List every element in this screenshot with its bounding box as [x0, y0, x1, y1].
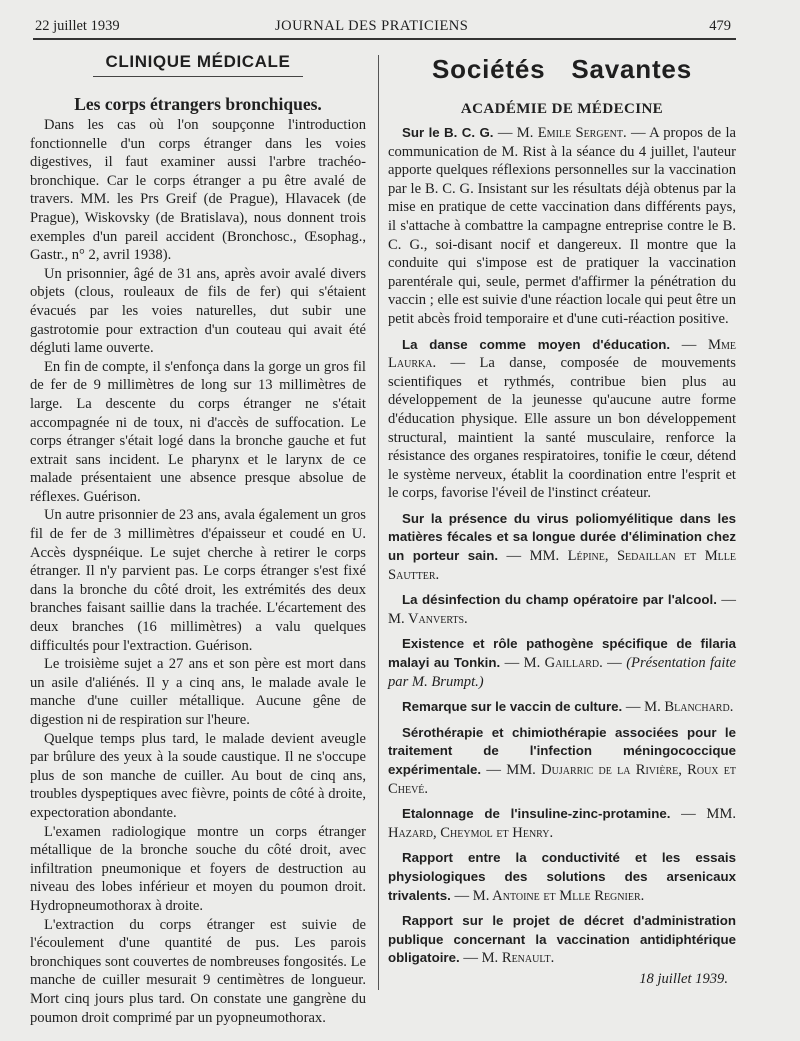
entry-body: (Présentation faite par M. Brumpt.) [388, 655, 736, 690]
section-heading-rule [93, 76, 303, 77]
communication-entry: Rapport sur le projet de décret d'administration publique concernant la vaccination antidiphtérique obligatoire. — M. Renault. [388, 913, 736, 967]
column-divider [378, 55, 379, 990]
entry-title: La danse comme moyen d'éducation. [402, 336, 671, 352]
societies-heading [388, 54, 736, 85]
heading-word-1: Sociétés [432, 54, 546, 84]
entry-author: Mme Laurka. [388, 336, 737, 372]
entry-title: Sur le B. C. G. [402, 125, 494, 140]
article-paragraph: Un autre prisonnier de 23 ans, avala également un gros fil de fer de 3 millimètres d'épaisseur et coudé en U. Accès dyspnéique. Le sujet cherche à retirer le corps étranger. Il n'y parvient pas. Le corps étranger s'est fixé dans la bronche du côté droit, les extrémités des deux branches faisant saillie dans la trachée. L'écartement des deux branches (16 millimètres) a valu quelques difficultés pour l'extraction. Guérison. [30, 507, 366, 654]
communication-entry: Etalonnage de l'insuline-zinc-protamine. — MM. Hazard, Cheymol et Henry. [388, 806, 737, 841]
entry-author: MM. Hazard, Cheymol et Henry. [388, 806, 737, 841]
communication-entry: La danse comme moyen d'éducation. — Mme Laurka. — La danse, composée de mouvements scientifiques et rythmés, contribue bien plus au développement de la jeunesse qu'aucune autre forme d'éducation physique. Elle assure un bon développement structural, maintient la santé musculaire, renforce la résistance des organes respiratoires, tonifie le cœur, détend le système nerveux, établit la coordination entre l'esprit et le corps, favorise l'éveil de l'instinct créateur. [388, 336, 737, 502]
entry-author: M. Blanchard. [644, 699, 734, 716]
entry-author: M. Gaillard. [523, 655, 603, 672]
entry-body: La danse, composée de mouvements scientifiques et rythmés, contribue bien plus au développement de la jeunesse qu'aucune autre forme d'éducation physique. Elle assure un bon développement structural, maintient la santé musculaire, renforce la résistance des organes respiratoires, tonifie le cœur, détend le système nerveux, établit la coordination entre l'esprit et le corps, favorise l'éveil de l'instinct créateur. [388, 355, 736, 502]
article-title: Les corps étrangers bronchiques. [74, 94, 322, 114]
page-number: 479 [709, 18, 731, 34]
communication-entry: Sérothérapie et chimiothérapie associées pour le traitement de l'infection méningococcique expérimentale. — MM. Dujarric de la Rivière, Roux et Chevé. [388, 724, 736, 797]
entry-title: Existence et rôle pathogène spécifique de filaria malayi au Tonkin. [388, 636, 736, 671]
entry-title: Rapport entre la conductivité et les essais physiologiques des solutions des arsenicaux trivalents. [388, 850, 736, 903]
communication-entry: La désinfection du champ opératoire par l'alcool. — M. Vanverts. [388, 592, 736, 627]
entry-title: Remarque sur le vaccin de culture. [402, 699, 623, 715]
report-date-signature: 18 juillet 1939. [639, 970, 728, 987]
left-column [30, 52, 366, 1027]
article-paragraph: Dans les cas où l'on soupçonne l'introduction fonctionnelle d'un corps étranger dans les voies digestives, il faut examiner aussi l'arbre trachéo-bronchique. Car le corps étranger a pu être avalé de travers. MM. les Prs Greif (de Prague), Hlavacek (de Prague), Wiskovsky (de Bratislava), nous donnent trois exemples d'un pareil accident (Bronchosc., Œsophag., Gastr., n° 2, avril 1938). [30, 117, 366, 264]
communication-entry: Rapport entre la conductivité et les essais physiologiques des solutions des arsenicaux trivalents. — M. Antoine et Mlle Regnier. [388, 850, 736, 904]
article-paragraph: L'extraction du corps étranger est suivie de l'écoulement d'une quantité de pus. Les parois bronchiques sont couvertes de nombreuses fongosités. Le manche de cuiller mesurait 9 centimètres de longueur. Mort cinq jours plus tard. On constate une gangrène du poumon droit comprimé par un pyopneumothorax. [30, 916, 366, 1026]
article-paragraph: Le troisième sujet a 27 ans et son père est mort dans un asile d'aliénés. Il y a cinq ans, le malade avale le manche d'une cuiller métallique. Aucune gêne de digestion ni de respiration sur l'heure. [30, 656, 366, 728]
communication-entry: Existence et rôle pathogène spécifique de filaria malayi au Tonkin. — M. Gaillard. — (Présentation faite par M. Brumpt.) [388, 636, 736, 690]
article-paragraph: Quelque temps plus tard, le malade devient aveugle par brûlure des yeux à la soude caustique. Il ne s'occupe plus de son manche de cuiller. Au bout de cinq ans, troubles dyspeptiques avec fièvre, points de côté à droite, expectoration abondante. [30, 730, 366, 821]
journal-title: JOURNAL DES PRATICIENS [275, 18, 469, 34]
entry-author: M. Renault. [481, 950, 555, 967]
entry-title: Etalonnage de l'insuline-zinc-protamine. [402, 806, 671, 822]
entry-title: Sérothérapie et chimiothérapie associées pour le traitement de l'infection méningococcique expérimentale. [388, 724, 736, 777]
communication-entry: Sur la présence du virus poliomyélitique dans les matières fécales et sa longue durée d'élimination chez un porteur sain. — MM. Lépine, Sedaillan et Mlle Sautter. [388, 510, 737, 583]
entry-body: A propos de la communication de M. Rist à la séance du 4 juillet, l'auteur apporte quelques réflexions personnelles sur la vaccination par le B. C. G. Insistant sur les résultats déjà obtenus par la mise en pratique de cette vaccination dans différents pays, il s'attache à combattre la campagne entreprise contre le B. C. G., soi-disant nocif et dangereux. Il montre que la conduite qui s'impose est de pratiquer la vaccination parentérale qui, seule, permet d'affirmer la pénétration du vaccin ; elle est suivie d'une réaction locale qui peut être un petit abcès froid temporaire et d'une cuti-réaction positive. [388, 125, 736, 327]
entry-title: Sur la présence du virus poliomyélitique dans les matières fécales et sa longue durée d'élimination chez un porteur sain. [388, 510, 736, 564]
entry-author: M. Vanverts. [388, 610, 468, 627]
entry-title: Rapport sur le projet de décret d'administration publique concernant la vaccination antidiphtérique obligatoire. [388, 913, 736, 966]
section-heading: CLINIQUE MÉDICALE [105, 52, 291, 71]
issue-date: 22 juillet 1939 [35, 18, 120, 34]
right-column [388, 52, 736, 988]
entry-author: M. Antoine et Mlle Regnier. [472, 887, 645, 904]
entry-author: M. Emile Sergent. [516, 125, 627, 141]
article-paragraph: Un prisonnier, âgé de 31 ans, après avoir avalé divers objets (clous, rouleaux de fils de fer) qui s'étaient évacués par les voies naturelles, dut subir une gastrotomie pour extraction d'un couteau qui avait été dégluti lame ouverte. [30, 265, 366, 357]
entry-author: MM. Dujarric de la Rivière, Roux et Chevé. [388, 762, 736, 797]
entry-author: MM. Lépine, Sedaillan et Mlle Sautter. [388, 548, 737, 583]
running-header [35, 14, 731, 38]
header-rule [33, 38, 736, 40]
article-paragraph: En fin de compte, il s'enfonça dans la gorge un gros fil de fer de 9 millimètres de long sur 13 millimètres de large. La descente du corps étranger ne s'était accompagnée ni de toux, ni d'accès de suffocation. Le corps étranger s'était logé dans la bronche gauche et fut extrait sans incident. Le pharynx et le larynx de ce malade présentaient une absence presque absolue de réflexes. Guérison. [30, 358, 366, 505]
communication-entry: Remarque sur le vaccin de culture. — M. Blanchard. [402, 699, 734, 716]
article-paragraph: L'examen radiologique montre un corps étranger métallique de la bronche souche du côté droit, avec infiltration pneumonique et foyers de destruction au niveau des lobes inférieur et moyen du poumon droit. Hydropneumothorax à droite. [30, 823, 366, 914]
academy-subheading: ACADÉMIE DE MÉDECINE [460, 101, 664, 117]
entry-title: La désinfection du champ opératoire par l'alcool. [402, 592, 717, 608]
heading-word-2: Savantes [571, 54, 692, 84]
communication-entry: Sur le B. C. G. — M. Emile Sergent. — A propos de la communication de M. Rist à la séance du 4 juillet, l'auteur apporte quelques réflexions personnelles sur la vaccination par le B. C. G. Insistant sur les résultats déjà obtenus par la mise en pratique de cette vaccination dans différents pays, il s'attache à combattre la campagne entreprise contre le B. C. G., soi-disant nocif et dangereux. Il montre que la conduite qui s'impose est de pratiquer la vaccination parentérale qui, seule, permet d'affirmer la pénétration du vaccin ; elle est suivie d'une réaction locale qui peut être un petit abcès froid temporaire et d'une cuti-réaction positive. [388, 125, 736, 327]
